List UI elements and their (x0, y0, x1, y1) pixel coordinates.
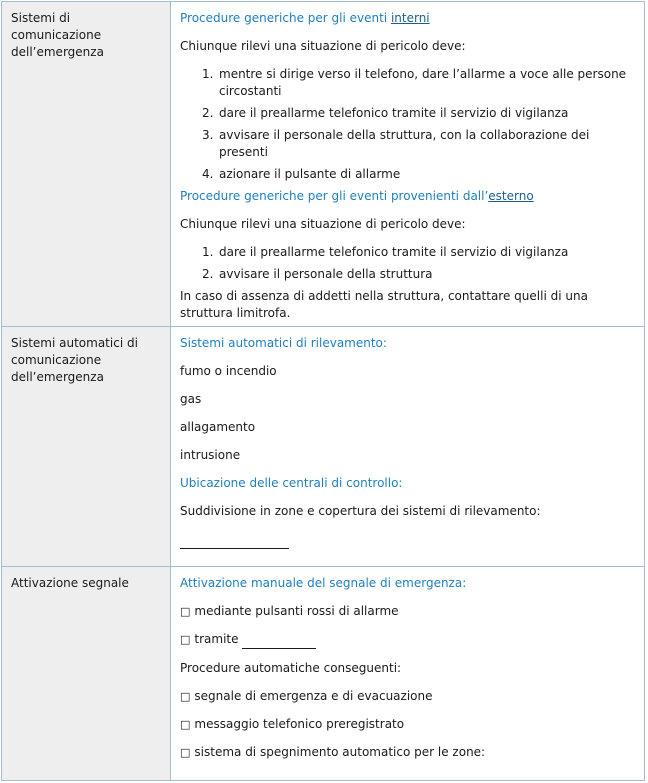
item-number: 3. (202, 128, 214, 142)
checkbox-icon[interactable]: □ (180, 718, 191, 731)
fill-in-line (180, 531, 636, 549)
row-label: Attivazione segnale (2, 567, 171, 781)
list-item (180, 244, 636, 261)
internal-link[interactable]: interni (390, 11, 430, 25)
zones-text: Suddivisione in zone e copertura dei sistemi di rilevamento: (180, 504, 541, 518)
item-number: 4. (202, 167, 214, 181)
emergency-communication-table (1, 1, 645, 781)
list-item (180, 105, 636, 122)
item-text: segnale di emergenza e di evacuazione (194, 689, 433, 703)
item-text: dare il preallarme telefonico tramite il servizio di vigilanza (219, 106, 569, 120)
row-label: Sistemi automatici di comunicazione dell’emergenza (2, 327, 171, 567)
checkbox-item (180, 744, 636, 761)
item-text: tramite (194, 632, 239, 646)
detection-item: intrusione (180, 448, 241, 462)
row-content (171, 327, 645, 567)
auto-procedures-text: Procedure automatiche conseguenti: (180, 661, 402, 675)
detection-item: allagamento (180, 420, 256, 434)
item-number: 2. (202, 267, 214, 281)
checkbox-icon[interactable]: □ (180, 633, 191, 646)
item-text: avvisare il personale della struttura (219, 267, 433, 281)
row-label: Sistemi di comunicazione dell’emergenza (2, 2, 171, 327)
checkbox-icon[interactable]: □ (180, 690, 191, 703)
item-text: sistema di spegnimento automatico per le zone: (194, 745, 486, 759)
checkbox-icon[interactable]: □ (180, 605, 191, 618)
table-row (2, 567, 645, 781)
item-text: azionare il pulsante di allarme (219, 167, 401, 181)
checkbox-item (180, 603, 636, 620)
item-text: avvisare il personale della struttura, con la collaborazione dei presenti (219, 128, 590, 159)
internal-events-heading (180, 10, 636, 27)
intro-text: Chiunque rilevi una situazione di pericolo deve: (180, 39, 466, 53)
list-item (180, 127, 636, 161)
external-link[interactable]: esterno (488, 189, 534, 203)
external-steps-list (180, 244, 636, 283)
detection-item: gas (180, 392, 202, 406)
detection-heading: Sistemi automatici di rilevamento: (180, 336, 387, 350)
list-item (180, 266, 636, 283)
item-text: messaggio telefonico preregistrato (194, 717, 405, 731)
item-text: dare il preallarme telefonico tramite il servizio di vigilanza (219, 245, 569, 259)
list-item (180, 66, 636, 100)
table-row (2, 327, 645, 567)
checkbox-item (180, 688, 636, 705)
table-row (2, 2, 645, 327)
list-item (180, 166, 636, 183)
checkbox-item (180, 631, 636, 649)
heading-text: Procedure generiche per gli eventi provenienti dall’ (180, 189, 489, 203)
manual-activation-heading: Attivazione manuale del segnale di emergenza: (180, 576, 467, 590)
item-text: mentre si dirige verso il telefono, dare l’allarme a voce alle persone circostanti (219, 67, 627, 98)
heading-text: Procedure generiche per gli eventi (180, 11, 391, 25)
row-content (171, 567, 645, 781)
row-content (171, 2, 645, 327)
location-heading: Ubicazione delle centrali di controllo: (180, 476, 403, 490)
item-text: mediante pulsanti rossi di allarme (194, 604, 399, 618)
detection-item: fumo o incendio (180, 364, 277, 378)
item-number: 1. (202, 245, 214, 259)
checkbox-icon[interactable]: □ (180, 746, 191, 759)
item-number: 1. (202, 67, 214, 81)
fill-in-line (242, 631, 316, 649)
internal-steps-list (180, 66, 636, 183)
item-number: 2. (202, 106, 214, 120)
intro-text: Chiunque rilevi una situazione di pericolo deve: (180, 217, 466, 231)
external-events-heading (180, 188, 636, 205)
note-text: In caso di assenza di addetti nella struttura, contattare quelli di una struttura limitrofa. (180, 289, 588, 320)
checkbox-item (180, 716, 636, 733)
